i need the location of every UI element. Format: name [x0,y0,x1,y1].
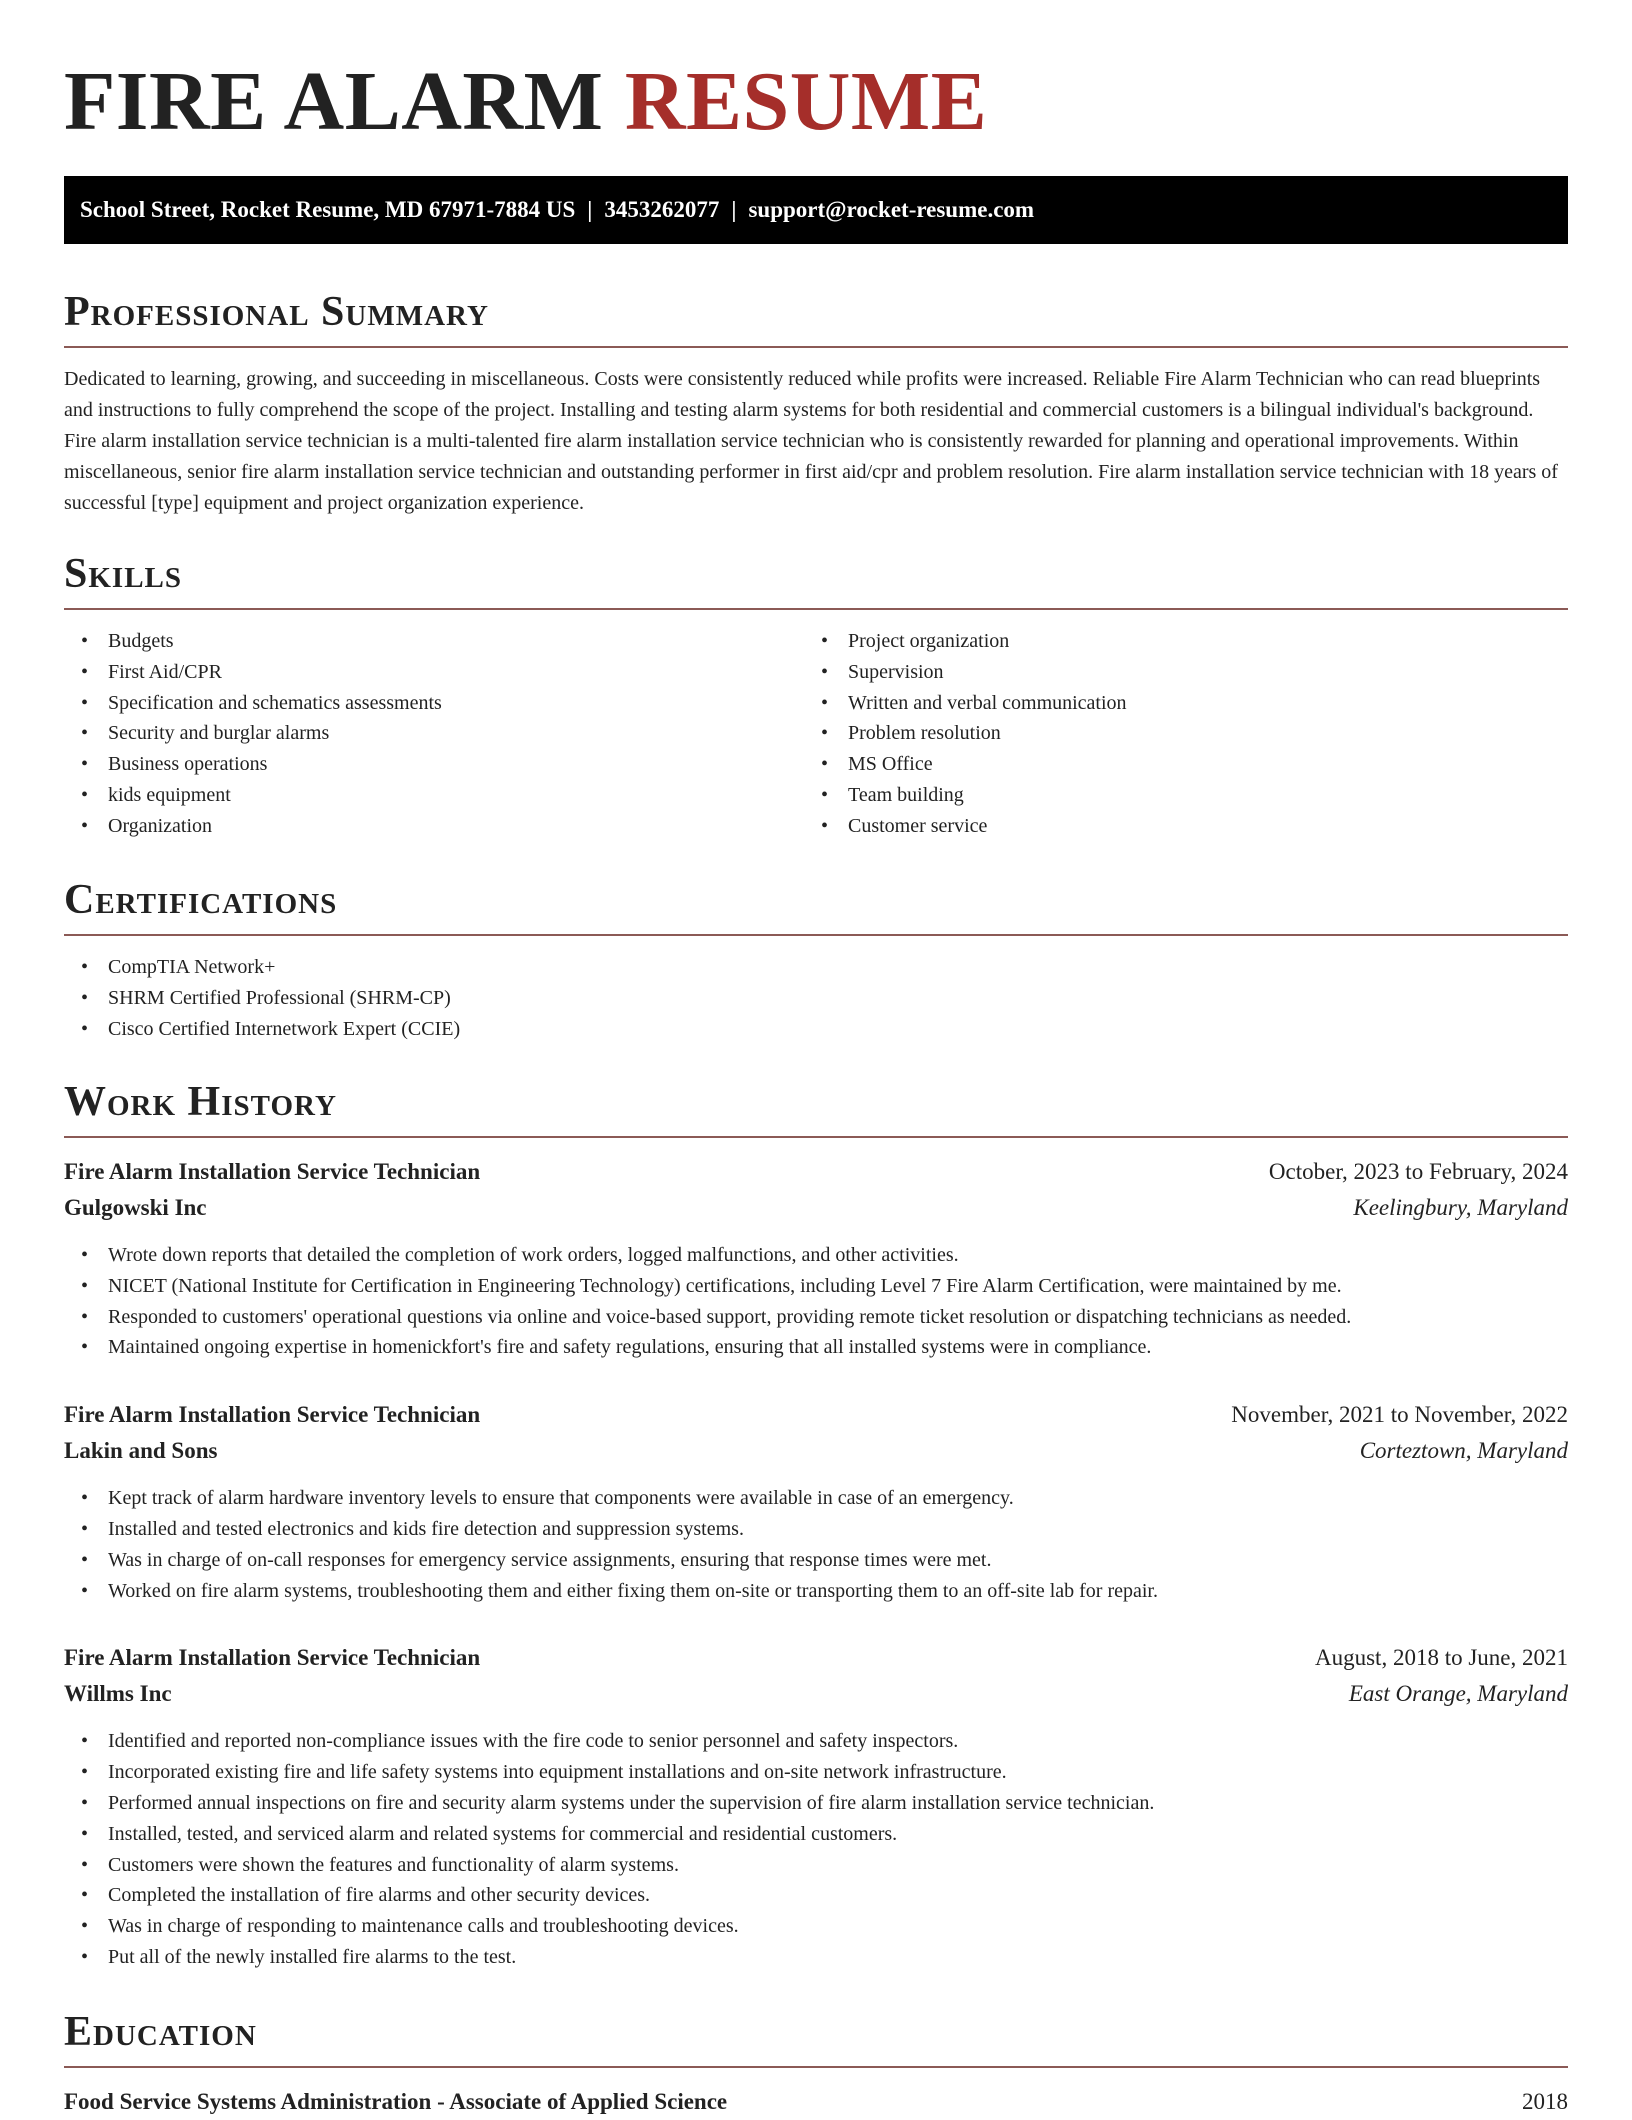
job-entry [64,1640,1568,1972]
contact-address: School Street, Rocket Resume, MD 67971-7884 US [80,197,576,222]
job-duty: • Kept track of alarm hardware inventory levels to ensure that components were available in case of an emergency. [64,1483,1568,1514]
certification-item: • CompTIA Network+ [64,952,1568,983]
job-duty: • Responded to customers' operational questions via online and voice-based support, providing remote ticket resolution or dispatching technicians as needed. [64,1302,1568,1333]
job-entry [64,1397,1568,1606]
education-degree: Food Service Systems Administration - Associate of Applied Science [64,2089,728,2114]
job-duty: • Was in charge of on-call responses for emergency service assignments, ensuring that response times were met. [64,1545,1568,1576]
job-location: East Orange, Maryland [1348,1681,1568,1707]
job-title: Fire Alarm Installation Service Technician [64,1159,481,1184]
job-duty: • Maintained ongoing expertise in homenickfort's fire and safety regulations, ensuring that all installed systems were in compliance. [64,1332,1568,1363]
education-year: 2018 [1522,2089,1568,2114]
job-duty: • Was in charge of responding to maintenance calls and troubleshooting devices. [64,1911,1568,1942]
job-duties-list [64,1726,1568,1972]
certifications-list [64,952,1568,1044]
job-header-row [64,1154,1568,1190]
job-dates: October, 2023 to February, 2024 [1268,1159,1568,1184]
skill-item: • kids equipment [64,780,804,811]
job-duty: • Customers were shown the features and functionality of alarm systems. [64,1850,1568,1881]
education-section [64,2006,1568,2120]
summary-heading: Professional Summary [64,286,1568,348]
skills-list-left [64,626,804,842]
skills-section [64,548,1568,842]
skill-item: • Problem resolution [804,718,1544,749]
contact-bar [64,176,1568,244]
job-duty: • Put all of the newly installed fire alarms to the test. [64,1942,1568,1973]
job-duty: • Installed and tested electronics and kids fire detection and suppression systems. [64,1514,1568,1545]
contact-separator: | [587,197,593,222]
certification-item: • SHRM Certified Professional (SHRM-CP) [64,983,1568,1014]
job-location: Corteztown, Maryland [1359,1438,1568,1464]
education-entry [64,2084,1568,2120]
job-company: Willms Inc [64,1681,172,1707]
job-company-row [64,1433,1568,1469]
skill-item: • Budgets [64,626,804,657]
skill-item: • Business operations [64,749,804,780]
job-header-row [64,1397,1568,1433]
job-title: Fire Alarm Installation Service Technician [64,1645,481,1671]
job-duty: • Incorporated existing fire and life safety systems into equipment installations and on-site network infrastructure. [64,1757,1568,1788]
skill-item: • First Aid/CPR [64,657,804,688]
job-header-row [64,1640,1568,1676]
title-first: FIRE ALARM [64,55,604,148]
skills-columns [64,610,1568,842]
contact-separator: | [731,197,737,222]
certifications-heading: Certifications [64,874,1568,936]
skills-list-right [804,626,1544,842]
contact-phone: 3453262077 [604,197,720,222]
job-duty: • Wrote down reports that detailed the completion of work orders, logged malfunctions, and other activities. [64,1240,1568,1271]
job-company-row [64,1676,1568,1712]
job-duty: • Installed, tested, and serviced alarm and related systems for commercial and residential customers. [64,1819,1568,1850]
job-duty: • Completed the installation of fire alarms and other security devices. [64,1880,1568,1911]
job-duties-list [64,1240,1568,1363]
job-duty: • Worked on fire alarm systems, troubleshooting them and either fixing them on-site or transporting them to an off-site lab for repair. [64,1576,1568,1607]
job-duty: • NICET (National Institute for Certification in Engineering Technology) certifications, including Level 7 Fire Alarm Certification, were maintained by me. [64,1271,1568,1302]
skill-item: • Organization [64,811,804,842]
job-company-row [64,1190,1568,1226]
skill-item: • Security and burglar alarms [64,718,804,749]
skill-item: • Project organization [804,626,1544,657]
skills-heading: Skills [64,548,1568,610]
summary-section [64,286,1568,519]
job-title: Fire Alarm Installation Service Technician [64,1402,481,1428]
contact-email: support@rocket-resume.com [748,197,1035,222]
work-history-heading: Work History [64,1076,1568,1138]
education-row [64,2084,1568,2120]
job-duty: • Performed annual inspections on fire and security alarm systems under the supervision of fire alarm installation service technician. [64,1788,1568,1819]
job-entry [64,1154,1568,1363]
skill-item: • MS Office [804,749,1544,780]
education-heading: Education [64,2006,1568,2068]
resume-title [64,52,987,152]
skill-item: • Written and verbal communication [804,688,1544,719]
job-duty: • Identified and reported non-compliance issues with the fire code to senior personnel and safety inspectors. [64,1726,1568,1757]
work-history-section [64,1076,1568,1973]
certification-item: • Cisco Certified Internetwork Expert (CCIE) [64,1014,1568,1045]
job-duties-list [64,1483,1568,1606]
skill-item: • Supervision [804,657,1544,688]
skill-item: • Team building [804,780,1544,811]
skill-item: • Specification and schematics assessments [64,688,804,719]
summary-text: Dedicated to learning, growing, and succeeding in miscellaneous. Costs were consistently reduced while profits were increased. Reliable Fire Alarm Technician who can read blueprints and instructions to fully comprehend the scope of the project. Installing and testing alarm systems for both residential and commercial customers is a bilingual individual's background. Fire alarm installation service technician is a multi-talented fire alarm installation service technician who is consistently rewarded for planning and operational improvements. Within miscellaneous, senior fire alarm installation service technician and outstanding performer in first aid/cpr and problem resolution. Fire alarm installation service technician with 18 years of successful [type] equipment and project organization experience. [64,368,1558,514]
job-company: Gulgowski Inc [64,1195,207,1220]
certifications-section [64,874,1568,1044]
job-dates: November, 2021 to November, 2022 [1231,1402,1568,1428]
skill-item: • Customer service [804,811,1544,842]
title-accent: RESUME [624,55,988,148]
job-dates: August, 2018 to June, 2021 [1315,1645,1568,1671]
job-location: Keelingbury, Maryland [1353,1195,1568,1220]
job-company: Lakin and Sons [64,1438,218,1464]
